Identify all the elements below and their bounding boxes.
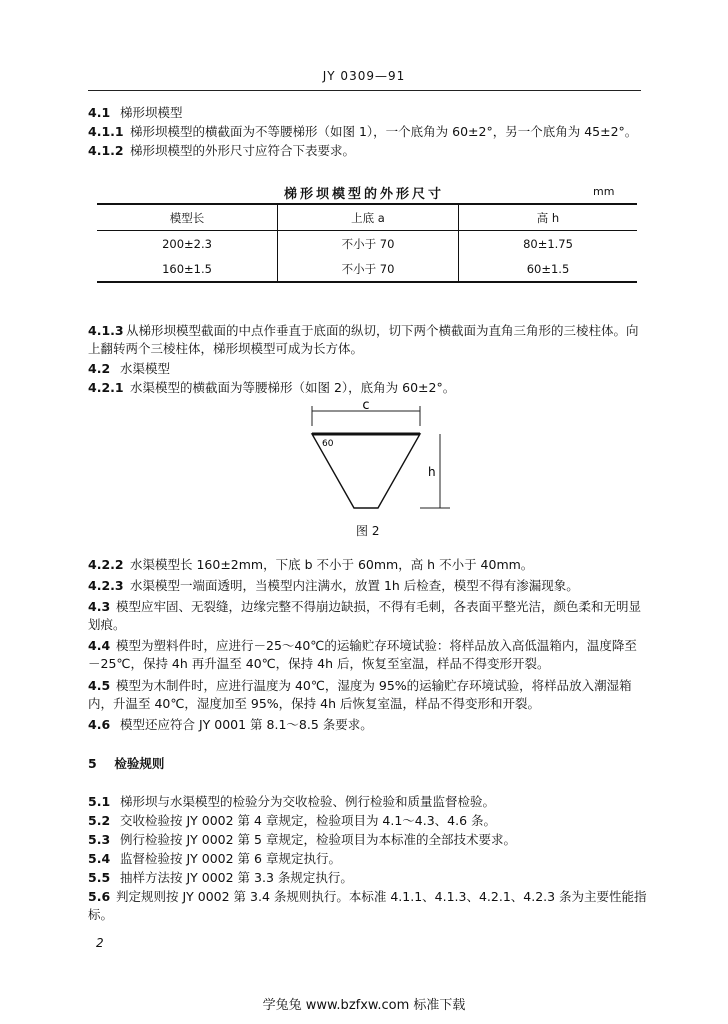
- table-cell: 160±1.5: [97, 256, 278, 282]
- clause-4-3: [88, 598, 648, 634]
- clause-number: 5.2: [88, 813, 111, 828]
- page-number: 2: [96, 936, 104, 950]
- clause-5-1: [88, 793, 648, 811]
- clause-number: 4.6: [88, 717, 111, 732]
- section-4-2: [88, 360, 648, 378]
- table-cell: 200±2.3: [97, 231, 278, 257]
- section-number: 4.1: [88, 105, 111, 120]
- table-cell: 不小于 70: [278, 231, 459, 257]
- section-heading: 梯形坝模型: [119, 105, 183, 120]
- table-cell: 不小于 70: [278, 256, 459, 282]
- clause-4-6: [88, 716, 648, 734]
- clause-4-2-1: [88, 379, 648, 397]
- clause-4-1-3: [88, 322, 648, 358]
- dimensions-table: [97, 203, 637, 283]
- clause-5-4: [88, 850, 648, 868]
- figure-2-trapezoid: [300, 396, 460, 516]
- table-title: 梯形坝模型的外形尺寸: [283, 187, 444, 202]
- table-cell: 80±1.75: [523, 236, 573, 251]
- clause-4-5: [88, 677, 648, 713]
- column-header-length: 模型长: [97, 204, 278, 231]
- section-number: 4.2: [88, 361, 111, 376]
- column-header-top-base: 上底 a: [278, 204, 459, 231]
- clause-number: 5.6: [88, 889, 111, 904]
- clause-text: 模型为木制件时，应进行温度为 40℃，湿度为 95%的运输贮存环境试验，将样品放入潮湿箱内，升温至 40℃，湿度加至 95%，保持 4h 后恢复室温，样品不得变形和开裂。: [88, 678, 632, 711]
- clause-number: 4.1.3: [88, 323, 124, 338]
- table-row: [97, 256, 637, 282]
- clause-number: 5.4: [88, 851, 111, 866]
- clause-text: 水渠模型的横截面为等腰梯形（如图 2），底角为 60±2°。: [129, 380, 456, 395]
- clause-4-2-3: [88, 577, 648, 595]
- clause-5-5: [88, 869, 648, 887]
- clause-number: 4.1.2: [88, 143, 124, 158]
- clause-5-2: [88, 812, 648, 830]
- table-row: [97, 231, 637, 257]
- clause-number: 4.2.1: [88, 380, 124, 395]
- clause-4-2-2: [88, 556, 648, 574]
- clause-number: 4.1.1: [88, 124, 124, 139]
- clause-5-3: [88, 831, 648, 849]
- clause-4-1-2: [88, 142, 648, 160]
- clause-number: 4.4: [88, 638, 111, 653]
- clause-number: 5.5: [88, 870, 111, 885]
- section-heading: 检验规则: [114, 756, 165, 771]
- section-number: 5: [88, 756, 97, 771]
- clause-text: 梯形坝模型的外形尺寸应符合下表要求。: [129, 143, 355, 158]
- clause-number: 4.3: [88, 599, 111, 614]
- figure-2-caption: 图 2: [356, 524, 380, 538]
- clause-text: 模型为塑料件时，应进行－25～40℃的运输贮存环境试验：将样品放入高低温箱内，温度降至－25℃，保持 4h 再升温至 40℃，保持 4h 后，恢复至室温，样品不得变形开裂。: [88, 638, 637, 671]
- clause-text: 水渠模型一端面透明，当模型内注满水，放置 1h 后检查，模型不得有渗漏现象。: [129, 578, 579, 593]
- clause-number: 4.2.2: [88, 557, 124, 572]
- clause-text: 从梯形坝模型截面的中点作垂直于底面的纵切，切下两个横截面为直角三角形的三棱柱体。向上翻转两个三棱柱体，梯形坝模型可成为长方体。: [88, 323, 639, 356]
- column-header-height: 高 h: [459, 204, 638, 231]
- section-5: [88, 755, 648, 773]
- angle-label: 60: [322, 439, 334, 449]
- clause-5-6: [88, 888, 648, 924]
- clause-text: 监督检验按 JY 0002 第 6 章规定执行。: [119, 851, 341, 866]
- clause-text: 抽样方法按 JY 0002 第 3.3 条规定执行。: [119, 870, 353, 885]
- clause-text: 梯形坝模型的横截面为不等腰梯形（如图 1），一个底角为 60±2°，另一个底角为 45±2°。: [129, 124, 638, 139]
- clause-text: 模型应牢固、无裂缝，边缘完整不得崩边缺损，不得有毛刺，各表面平整光洁，颜色柔和无明显划痕。: [88, 599, 642, 632]
- table-unit: mm: [593, 185, 615, 198]
- header-divider: [88, 90, 641, 91]
- section-heading: 水渠模型: [119, 361, 170, 376]
- clause-4-1-1: [88, 123, 648, 141]
- height-dimension-label: h: [428, 465, 436, 479]
- clause-text: 模型还应符合 JY 0001 第 8.1～8.5 条要求。: [119, 717, 373, 732]
- top-dimension-label: c: [362, 398, 370, 413]
- footer-watermark: 学兔兔 www.bzfxw.com 标准下载: [262, 998, 466, 1013]
- clause-number: 4.5: [88, 678, 111, 693]
- table-cell: 60±1.5: [459, 256, 638, 282]
- clause-number: 4.2.3: [88, 578, 124, 593]
- section-4-1: [88, 104, 648, 122]
- clause-number: 5.1: [88, 794, 111, 809]
- clause-text: 例行检验按 JY 0002 第 5 章规定，检验项目为本标准的全部技术要求。: [119, 832, 516, 847]
- document-code-header: JY 0309—91: [322, 69, 406, 83]
- clause-text: 交收检验按 JY 0002 第 4 章规定，检验项目为 4.1～4.3、4.6 条。: [119, 813, 497, 828]
- table-header-row: [97, 204, 637, 231]
- clause-text: 梯形坝与水渠模型的检验分为交收检验、例行检验和质量监督检验。: [119, 794, 495, 809]
- clause-4-4: [88, 637, 648, 673]
- clause-text: 判定规则按 JY 0002 第 3.4 条规则执行。本标准 4.1.1、4.1.3、4.2.1、4.2.3 条为主要性能指标。: [88, 889, 647, 922]
- clause-number: 5.3: [88, 832, 111, 847]
- clause-text: 水渠模型长 160±2mm，下底 b 不小于 60mm，高 h 不小于 40mm。: [129, 557, 534, 572]
